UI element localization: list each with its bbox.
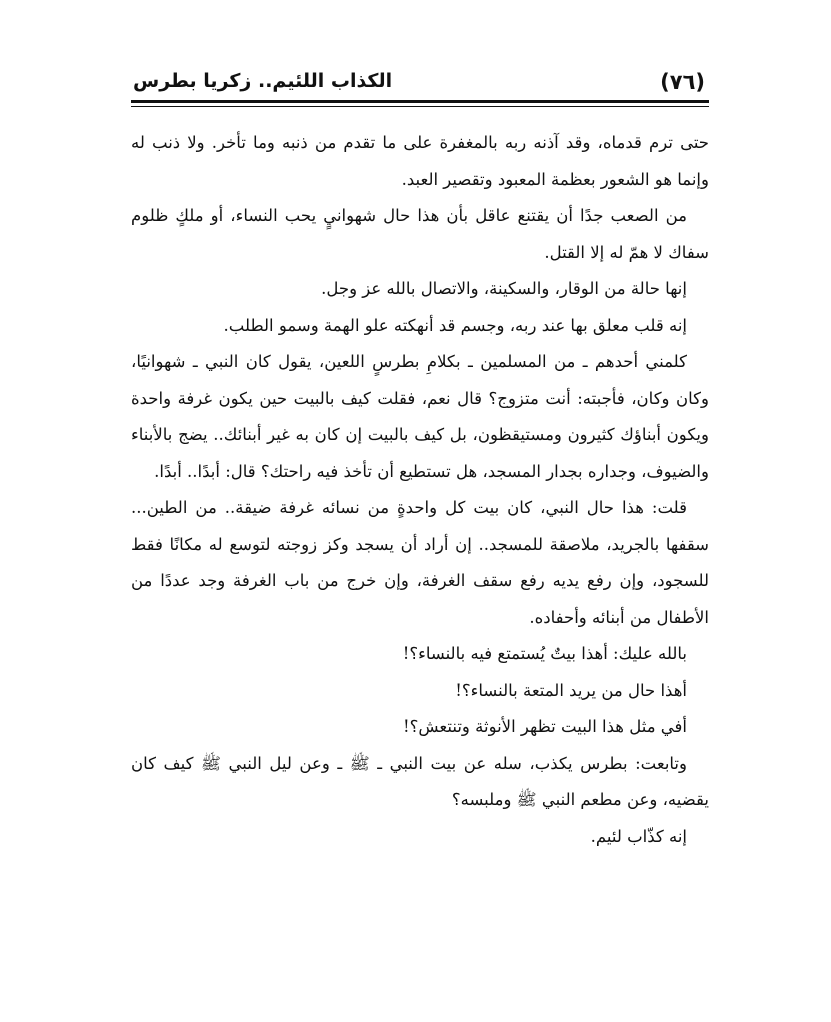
paragraph: بالله عليك: أهذا بيتٌ يُستمتع فيه بالنساء؟! <box>402 644 687 663</box>
paragraph: أهذا حال من يريد المتعة بالنساء؟! <box>455 680 687 700</box>
running-header <box>131 66 709 103</box>
paragraph: كلمني أحدهم ـ من المسلمين ـ بكلامِ بطرسٍ اللعين، يقول كان النبي ـ شهوانيًا، وكان وكان، فأجبته: أنت متزوج؟ قال نعم، فقلت كيف بالبيت حين يكون غرفة واحدة ويكون أبناؤك كثيرون ومستيقظون، بل كيف بالبيت إن كان به غير أبنائك.. يضج بالأبناء والضيوف، وجداره بجدار المسجد، هل تستطيع أن تأخذ فيه راحتك؟ قال: أبدًا.. أبدًا. <box>131 352 709 481</box>
paragraph: إنه قلب معلق بها عند ربه، وجسم قد أنهكته علو الهمة وسمو الطلب. <box>223 315 687 335</box>
paragraph: إنه كذّاب لئيم. <box>590 826 687 846</box>
paragraph: وتابعت: بطرس يكذب، سله عن بيت النبي ـ ﷺ ـ وعن ليل النبي ﷺ كيف كان يقضيه، وعن مطعم النبي ﷺ وملبسه؟ <box>131 753 709 809</box>
paragraph: من الصعب جدًا أن يقتنع عاقل بأن هذا حال شهوانيٍ يحب النساء، أو ملكٍ ظلوم سفاك لا همّ له إلا القتل. <box>131 206 709 262</box>
document-page <box>131 66 709 996</box>
paragraph: إنها حالة من الوقار، والسكينة، والاتصال بالله عز وجل. <box>321 279 687 298</box>
page-number: (٧٦) <box>660 70 705 94</box>
paragraph: أفي مثل هذا البيت تظهر الأنوثة وتنتعش؟! <box>402 717 687 736</box>
paragraph: قلت: هذا حال النبي، كان بيت كل واحدةٍ من نسائه غرفة ضيقة.. من الطين... سقفها بالجريد، ملاصقة للمسجد.. إن أراد أن يسجد وكز زوجته لتوسع له مكانًا فقط للسجود، وإن رفع يديه رفع سقف الغرفة، وإن خرج من باب الغرفة وجد عددًا من الأطفال من أبنائه وأحفاده. <box>131 498 709 627</box>
book-title: الكذاب اللئيم.. زكريا بطرس <box>133 70 393 92</box>
paragraph: حتى ترم قدماه، وقد آذنه ربه بالمغفرة على ما تقدم من ذنبه وما تأخر. ولا ذنب له وإنما هو الشعور بعظمة المعبود وتقصير العبد. <box>131 133 709 189</box>
body-text <box>131 125 709 855</box>
